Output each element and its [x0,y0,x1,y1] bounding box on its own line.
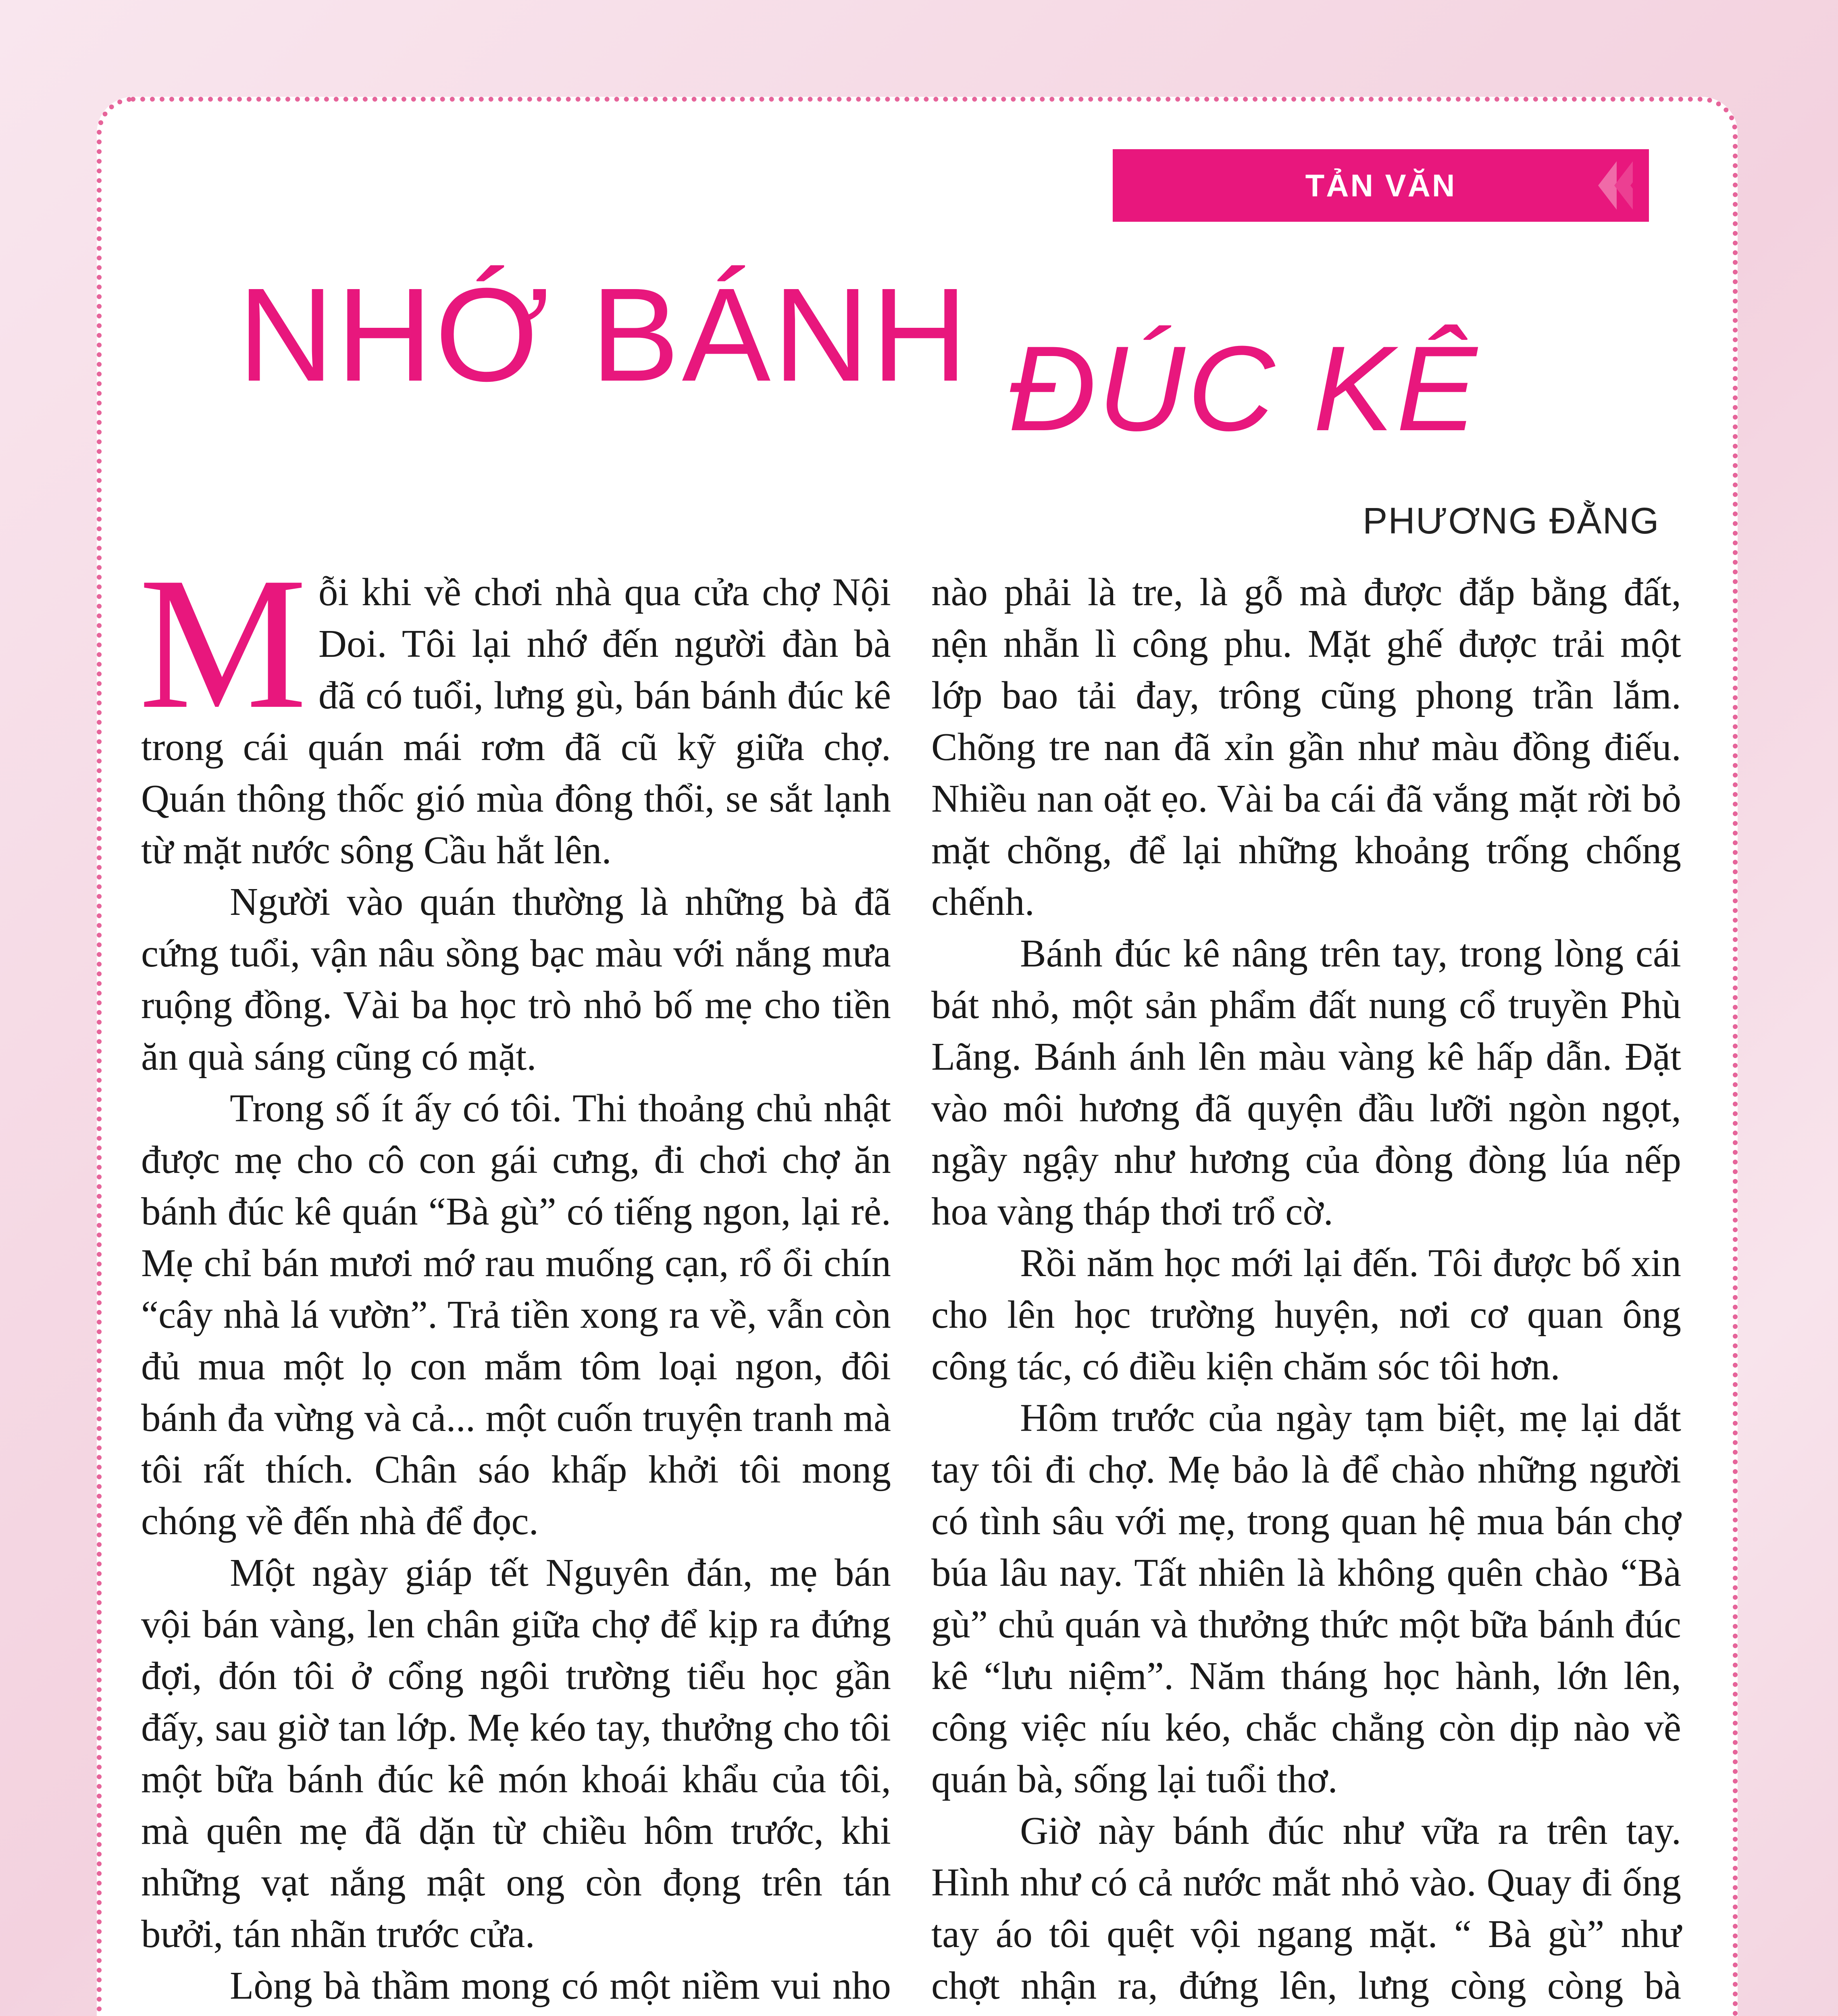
paragraph: Trong số ít ấy có tôi. Thi thoảng chủ nhật được mẹ cho cô con gái cưng, đi chơi chợ ăn bánh đúc kê quán “Bà gù” có tiếng ngon, lại rẻ. Mẹ chỉ bán mươi mớ rau muống cạn, rổ ổi chín “cây nhà lá vườn”. Trả tiền xong ra về, vẫn còn đủ mua một lọ con mắm tôm loại ngon, đôi bánh đa vừng và cả... một cuốn truyện tranh mà tôi rất thích. Chân sáo khấp khởi tôi mong chóng về đến nhà để đọc. [141,1087,891,1543]
paragraph: Bánh đúc kê nâng trên tay, trong lòng cái bát nhỏ, một sản phẩm đất nung cổ truyền Phù Lãng. Bánh ánh lên màu vàng kê hấp dẫn. Đặt vào môi hương đã quyện đầu lưỡi ngòn ngọt, ngầy ngậy như hương của đòng đòng lúa nếp hoa vàng tháp thơi trổ cờ. [931,932,1681,1233]
section-label-badge: TẢN VĂN [1113,149,1649,222]
article-title-line2: ĐÚC KÊ [1008,321,1480,456]
paragraph: Hôm trước của ngày tạm biệt, mẹ lại dắt tay tôi đi chợ. Mẹ bảo là để chào những người có tình sâu với mẹ, trong quan hệ mua bán chợ búa lâu nay. Tất nhiên là không quên chào “Bà gù” chủ quán và thưởng thức một bữa bánh đúc kê “lưu niệm”. Năm tháng học hành, lớn lên, công việc níu kéo, chắc chẳng còn dịp nào về quán bà, sống lại tuổi thơ. [931,1396,1681,1801]
paragraph: Một ngày giáp tết Nguyên đán, mẹ bán vội bán vàng, len chân giữa chợ để kịp ra đứng đợi, đón tôi ở cổng ngôi trường tiểu học gần đấy, sau giờ tan lớp. Mẹ kéo tay, thưởng cho tôi một bữa bánh đúc kê món khoái khẩu của tôi, mà quên mẹ đã dặn từ chiều hôm trước, khi những vạt nắng mật ong còn đọng trên tán bưởi, tán nhãn trước cửa. [141,1551,891,1956]
paragraph: Người vào quán thường là những bà đã cứng tuổi, vận nâu sồng bạc màu với nắng mưa ruộng đồng. Vài ba học trò nhỏ bố mẹ cho tiền ăn quà sáng cũng có mặt. [141,880,891,1078]
drop-cap: M [139,538,307,748]
author-name: PHƯƠNG ĐẰNG [1363,500,1660,541]
paragraph: Lòng bà thầm mong có một niềm vui nho [230,1964,891,2007]
right-column [931,566,1681,2016]
left-column [139,538,891,2016]
paragraph: Giờ này bánh đúc như vữa ra trên tay. Hình như có cả nước mắt nhỏ vào. Quay đi ống tay áo tôi quệt vội ngang mặt. “ Bà gù” như chợt nhận ra, đứng lên, lưng còng còng bà [931,1809,1681,2007]
article-title-line1: NHỚ BÁNH [238,260,970,409]
chevron-left-icon [1601,149,1673,222]
paragraph: nào phải là tre, là gỗ mà được đắp bằng đất, nện nhẵn lì công phu. Mặt ghế được trải một lớp bao tải đay, trông cũng phong trần lắm. Chõng tre nan đã xỉn gần như màu đồng điếu. Nhiều nan oặt ẹo. Vài ba cái đã vắng mặt rời bỏ mặt chõng, để lại những khoảng trống chống chếnh. [931,571,1681,923]
paragraph: Rồi năm học mới lại đến. Tôi được bố xin cho lên học trường huyện, nơi cơ quan ông công tác, có điều kiện chăm sóc tôi hơn. [931,1241,1681,1388]
paragraph: Mỗi khi về chơi nhà qua cửa chợ Nội Doi. Tôi lại nhớ đến người đàn bà đã có tuổi, lưng gù, bán bánh đúc kê trong cái quán mái rơm đã cũ kỹ giữa chợ. Quán thông thốc gió mùa đông thổi, se sắt lạnh từ mặt nước sông Cầu hắt lên. [139,538,891,872]
